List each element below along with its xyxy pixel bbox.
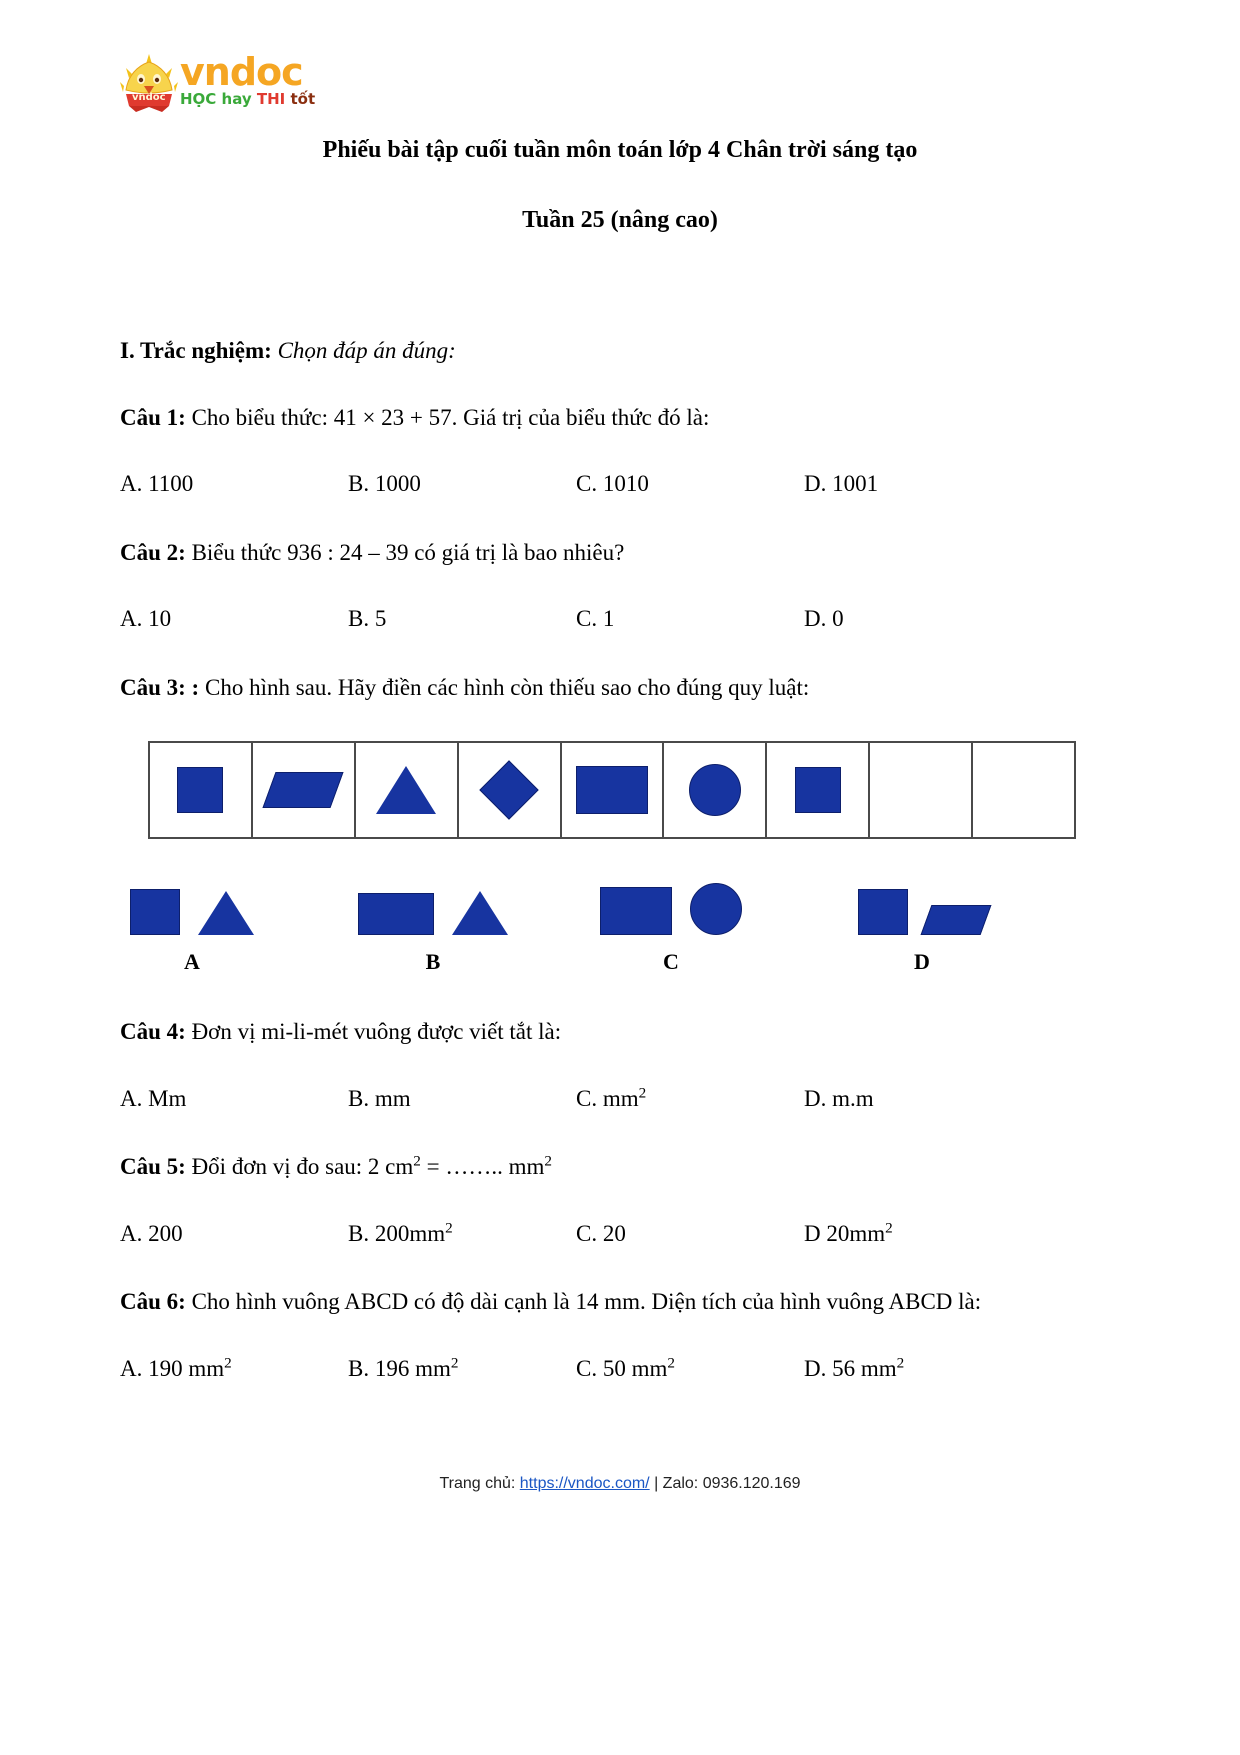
question-5-options	[120, 1217, 1120, 1252]
emblem-label: vndoc	[132, 92, 166, 103]
shape-option-b-shapes	[358, 873, 508, 935]
question-2-text: Biểu thức 936 : 24 – 39 có giá trị là bao nhiêu?	[185, 539, 625, 565]
option-6-b[interactable]	[348, 1352, 576, 1387]
option-6-c-text: C. 50 mm	[576, 1355, 668, 1381]
footer-link[interactable]: https://vndoc.com/	[519, 1475, 650, 1492]
shape-option-b[interactable]	[358, 873, 508, 975]
question-6	[120, 1285, 1120, 1320]
dragon-emblem-icon	[120, 52, 178, 114]
grid-cell-2	[253, 743, 356, 837]
question-4-label: Câu 4:	[120, 1019, 186, 1045]
option-2-b[interactable]: B. 5	[348, 606, 387, 632]
grid-cell-3	[356, 743, 459, 837]
grid-cell-4	[459, 743, 562, 837]
question-1-options	[120, 467, 1120, 502]
diamond-shape	[479, 761, 538, 820]
option-4-d-text: D. m.m	[804, 1085, 874, 1111]
option-6-a[interactable]	[120, 1352, 348, 1387]
question-5	[120, 1150, 1120, 1185]
option-6-d-sup: 2	[896, 1354, 905, 1372]
square-shape	[795, 767, 841, 813]
question-5-text-pre: Đổi đơn vị đo sau: 2 cm	[185, 1154, 414, 1180]
option-4-b-text: B. mm	[348, 1085, 411, 1111]
vndoc-logo	[120, 52, 315, 118]
question-4-text: Đơn vị mi-li-mét vuông được viết tắt là:	[185, 1019, 562, 1045]
page-subtitle: Tuần 25 (nâng cao)	[522, 207, 718, 234]
option-6-b-sup: 2	[450, 1354, 459, 1372]
logo-tagline	[180, 91, 315, 108]
question-6-text: Cho hình vuông ABCD có độ dài cạnh là 14 mm. Diện tích của hình vuông ABCD là:	[185, 1289, 982, 1315]
question-2	[120, 536, 1120, 571]
option-1-c[interactable]: C. 1010	[576, 471, 649, 497]
option-4-a[interactable]	[120, 1082, 348, 1117]
tagline-hoc-hay: HỌC hay	[180, 90, 257, 109]
circle-shape	[689, 764, 741, 816]
shape-option-c-letter: C	[663, 949, 679, 975]
section-instruction: Chọn đáp án đúng:	[277, 337, 456, 363]
option-5-d-sup: 2	[885, 1219, 893, 1237]
option-5-b[interactable]	[348, 1217, 576, 1252]
square-shape	[130, 889, 180, 935]
question-2-label: Câu 2:	[120, 539, 186, 565]
grid-cell-7	[767, 743, 870, 837]
option-4-b[interactable]	[348, 1082, 576, 1117]
footer-prefix: Trang chủ:	[439, 1475, 520, 1492]
question-1-label: Câu 1:	[120, 404, 186, 430]
question-5-sup1: 2	[413, 1152, 421, 1170]
option-6-a-text: A. 190 mm	[120, 1355, 225, 1381]
shape-options-row	[130, 873, 1070, 981]
option-6-a-sup: 2	[224, 1354, 232, 1372]
question-4	[120, 1015, 1120, 1050]
shape-option-c-shapes	[600, 873, 742, 935]
option-6-c-sup: 2	[667, 1354, 675, 1372]
rectangle-shape	[358, 893, 434, 935]
option-5-d[interactable]	[804, 1217, 1032, 1252]
option-6-d[interactable]	[804, 1352, 1032, 1387]
option-4-c-text: C. mm	[576, 1085, 639, 1111]
option-6-b-text: B. 196 mm	[348, 1355, 451, 1381]
question-4-options	[120, 1082, 1120, 1117]
question-2-options	[120, 602, 1120, 637]
rectangle-shape	[600, 887, 672, 935]
triangle-shape	[198, 891, 254, 935]
option-5-b-sup: 2	[445, 1219, 453, 1237]
option-4-c[interactable]	[576, 1082, 804, 1117]
option-4-a-text: A. Mm	[120, 1085, 187, 1111]
question-5-text-mid: = …….. mm	[420, 1154, 545, 1180]
tagline-thi: THI	[256, 90, 291, 109]
grid-cell-1	[150, 743, 253, 837]
option-5-b-text: B. 200mm	[348, 1220, 446, 1246]
grid-cell-6	[664, 743, 767, 837]
shape-option-c[interactable]	[600, 873, 742, 975]
shape-option-d-letter: D	[914, 949, 930, 975]
option-6-d-text: D. 56 mm	[804, 1355, 897, 1381]
grid-cell-9-empty[interactable]	[973, 743, 1074, 837]
question-5-label: Câu 5:	[120, 1154, 186, 1180]
question-5-sup2: 2	[544, 1152, 552, 1170]
option-4-c-sup: 2	[638, 1084, 647, 1102]
option-2-a[interactable]: A. 10	[120, 606, 172, 632]
tagline-tot: tốt	[290, 90, 316, 109]
option-5-c[interactable]	[576, 1217, 804, 1252]
shape-option-a-shapes	[130, 873, 254, 935]
rectangle-shape	[576, 766, 648, 814]
triangle-shape	[452, 891, 508, 935]
option-5-d-text: D 20mm	[804, 1220, 886, 1246]
parallelogram-shape	[921, 905, 992, 935]
option-5-c-text: C. 20	[576, 1220, 626, 1246]
question-3-text: Cho hình sau. Hãy điền các hình còn thiếu sao cho đúng quy luật:	[199, 674, 810, 700]
footer-suffix: | Zalo: 0936.120.169	[649, 1475, 801, 1492]
logo-wordmark: vndoc	[180, 50, 303, 94]
section-heading	[120, 335, 1120, 367]
shape-pattern-grid	[148, 741, 1076, 839]
parallelogram-shape	[263, 772, 344, 808]
shape-option-a[interactable]	[130, 873, 254, 975]
shape-option-d-shapes	[858, 873, 986, 935]
option-6-c[interactable]	[576, 1352, 804, 1387]
option-5-a-text: A. 200	[120, 1220, 183, 1246]
circle-shape	[690, 883, 742, 935]
question-3-label: Câu 3: :	[120, 674, 200, 700]
grid-cell-8-empty[interactable]	[870, 743, 973, 837]
grid-cell-5	[562, 743, 665, 837]
option-5-a[interactable]	[120, 1217, 348, 1252]
option-1-a[interactable]: A. 1100	[120, 471, 194, 497]
triangle-shape	[376, 766, 436, 814]
question-1	[120, 401, 1120, 436]
shape-option-d[interactable]	[858, 873, 986, 975]
option-1-d[interactable]: D. 1001	[804, 471, 879, 497]
page-title: Phiếu bài tập cuối tuần môn toán lớp 4 Chân trời sáng tạo	[322, 137, 918, 163]
option-4-d[interactable]	[804, 1082, 1032, 1117]
square-shape	[177, 767, 223, 813]
question-3	[120, 671, 1120, 706]
shape-option-b-letter: B	[425, 949, 441, 975]
option-2-c[interactable]: C. 1	[576, 606, 615, 632]
page-footer	[0, 1475, 1240, 1493]
question-1-text: Cho biểu thức: 41 × 23 + 57. Giá trị của biểu thức đó là:	[185, 404, 710, 430]
square-shape	[858, 889, 908, 935]
question-6-label: Câu 6:	[120, 1289, 186, 1315]
option-2-d[interactable]: D. 0	[804, 606, 844, 632]
option-1-b[interactable]: B. 1000	[348, 471, 421, 497]
section-label: I. Trắc nghiệm:	[120, 337, 272, 363]
shape-option-a-letter: A	[184, 949, 200, 975]
question-6-options	[120, 1352, 1120, 1387]
